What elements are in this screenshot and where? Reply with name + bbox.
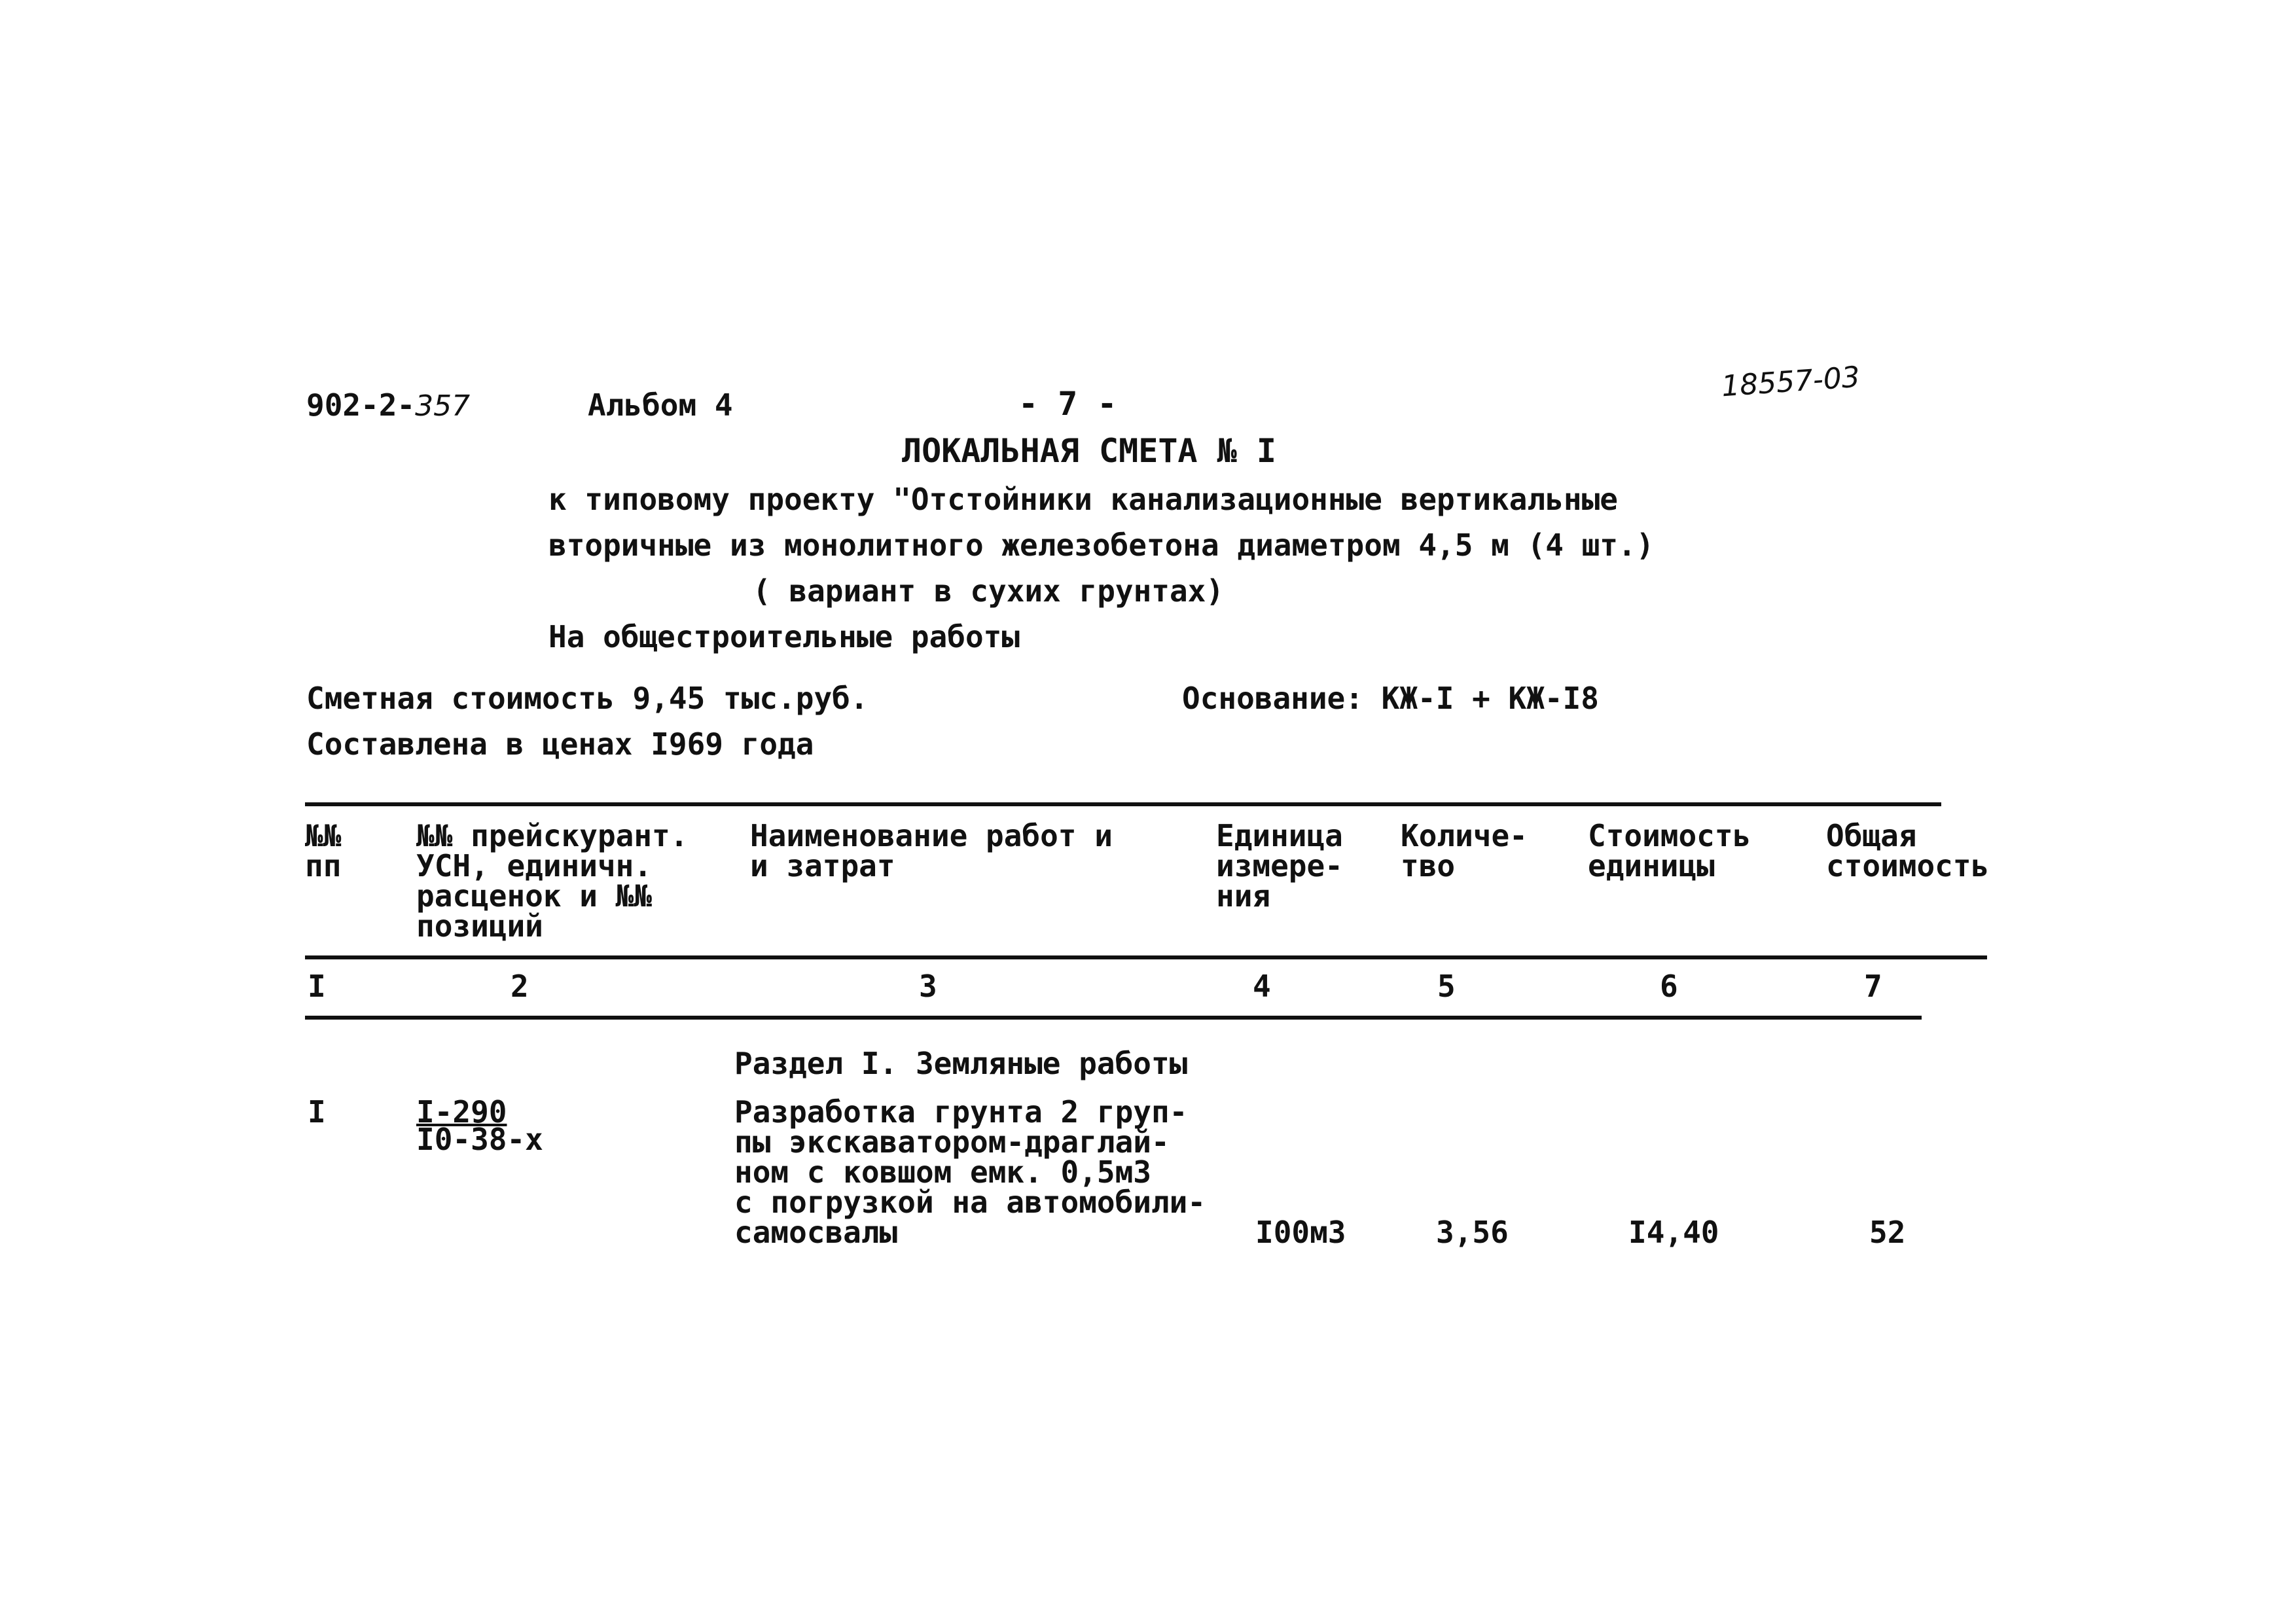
unit-cost: I4,40 (1628, 1215, 1719, 1250)
header-col-2 (416, 818, 689, 944)
work-description-line-3: ном с ковшом емк. 0,5м3 (734, 1154, 1151, 1190)
album-label: Альбом 4 (588, 387, 733, 423)
header-col-4-line-3: ния (1216, 878, 1271, 914)
column-numbers-bottom-rule (305, 1016, 1922, 1020)
project-code-handwritten: 357 (415, 389, 471, 423)
header-col-5-line-1: Количе- (1401, 818, 1528, 853)
header-col-1 (305, 818, 342, 883)
col-number-5: 5 (1437, 969, 1456, 1004)
work-description (734, 1094, 1206, 1250)
work-description-line-4: с погрузкой на автомобили- (734, 1185, 1206, 1220)
work-description-line-5: самосвалы (734, 1215, 898, 1250)
header-col-3-line-1: Наименование работ и (750, 818, 1113, 853)
header-col-4-line-2: измере- (1216, 848, 1343, 883)
title-line-3: ( вариант в сухих грунтах) (753, 573, 1225, 609)
header-col-6-line-2: единицы (1588, 848, 1715, 883)
col-number-4: 4 (1253, 969, 1271, 1004)
unit-of-measure: I00м3 (1255, 1215, 1346, 1250)
col-number-6: 6 (1660, 969, 1678, 1004)
header-col-4 (1216, 818, 1343, 914)
price-code-bottom: I0-38-х (416, 1122, 543, 1157)
price-base-year: Составлена в ценах I969 года (306, 726, 814, 762)
col-number-1: I (308, 969, 326, 1004)
basis: Основание: КЖ-I + КЖ-I8 (1182, 681, 1599, 716)
header-col-7-line-2: стоимость (1826, 848, 1990, 883)
section-title: Раздел I. Земляные работы (734, 1046, 1188, 1081)
quantity: 3,56 (1436, 1215, 1509, 1250)
total-cost: 52 (1869, 1215, 1906, 1250)
header-bottom-rule (305, 955, 1987, 959)
header-col-1-line-2: пп (305, 848, 342, 883)
title-line-1: к типовому проекту "Отстойники канализационные вертикальные (548, 482, 1618, 517)
header-col-6 (1588, 818, 1751, 883)
row-number: I (308, 1094, 326, 1130)
project-code-prefix: 902-2- (306, 387, 416, 423)
col-number-7: 7 (1864, 969, 1882, 1004)
title-line-2: вторичные из монолитного железобетона диаметром 4,5 м (4 шт.) (548, 527, 1655, 563)
project-code (306, 387, 470, 423)
header-col-4-line-1: Единица (1216, 818, 1343, 853)
header-col-5 (1401, 818, 1528, 883)
header-col-5-line-2: тво (1401, 848, 1456, 883)
work-description-line-2: пы экскаватором-драглай- (734, 1124, 1170, 1160)
header-col-2-line-3: расценок и №№ (416, 878, 653, 914)
header-col-7 (1826, 818, 1990, 883)
header-col-1-line-1: №№ (305, 818, 342, 853)
header-col-3-line-2: и затрат (750, 848, 895, 883)
page-number: - 7 - (1018, 385, 1117, 423)
estimated-cost: Сметная стоимость 9,45 тыс.руб. (306, 681, 869, 716)
col-number-2: 2 (511, 969, 529, 1004)
col-number-3: 3 (919, 969, 937, 1004)
header-col-7-line-1: Общая (1826, 818, 1917, 853)
header-col-6-line-1: Стоимость (1588, 818, 1751, 853)
table-top-rule (305, 802, 1941, 806)
header-col-2-line-2: УСН, единичн. (416, 848, 653, 883)
header-col-3 (750, 818, 1113, 883)
header-col-2-line-4: позиций (416, 908, 543, 944)
handwritten-stamp-number: 18557-03 (1720, 360, 1861, 404)
header-col-2-line-1: №№ прейскурант. (416, 818, 689, 853)
work-description-line-1: Разработка грунта 2 груп- (734, 1094, 1188, 1130)
document-title: ЛОКАЛЬНАЯ СМЕТА № I (902, 432, 1276, 470)
title-line-4: На общестроительные работы (548, 619, 1020, 654)
price-code-top: I-290 (416, 1094, 507, 1130)
